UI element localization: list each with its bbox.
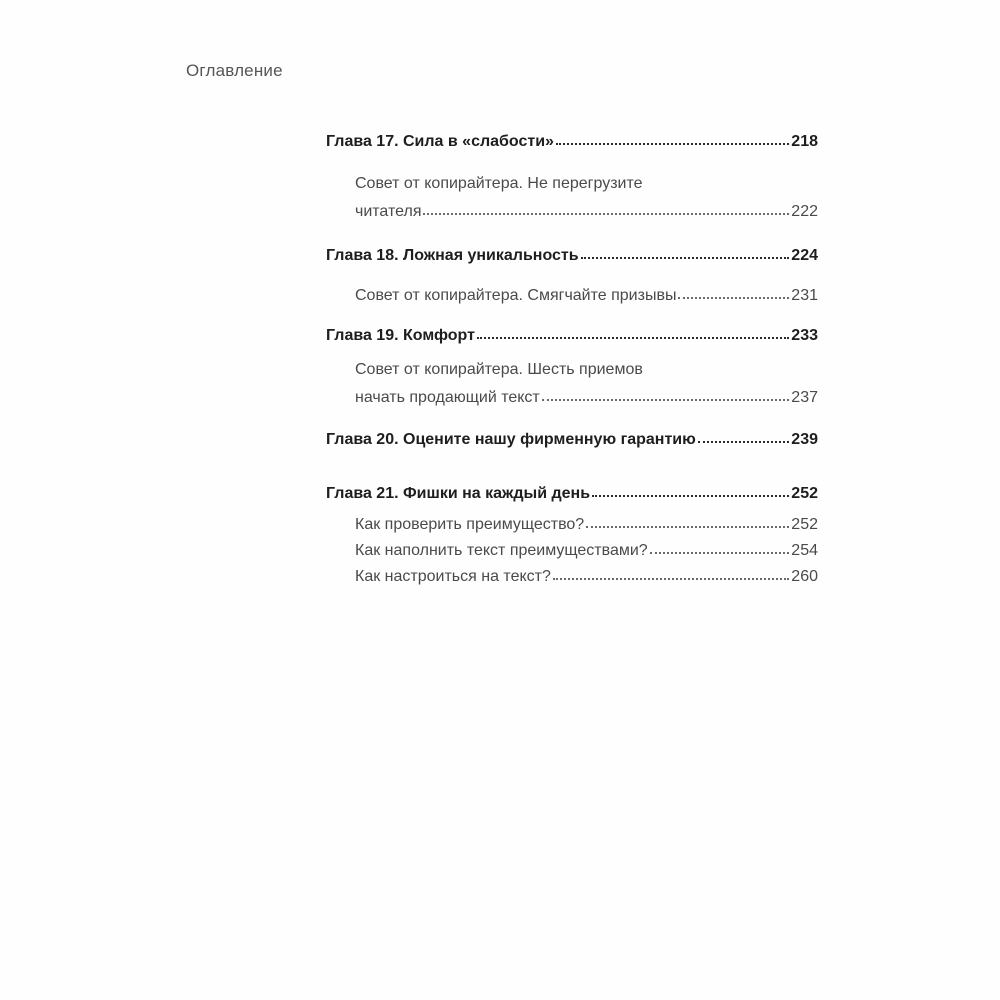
- toc-page-number: 224: [791, 247, 818, 264]
- toc-chapter-title: Глава 18. Ложная уникальность: [326, 247, 579, 264]
- toc-subentry-title: Как настроиться на текст?: [355, 568, 551, 585]
- toc-chapter-21: [326, 480, 818, 508]
- toc-subentry-line2: [355, 198, 818, 226]
- toc-page-number: 218: [791, 133, 818, 150]
- toc-subentry-title: Совет от копирайтера. Смягчайте призывы: [355, 287, 677, 304]
- dot-leader: [592, 492, 789, 497]
- toc-page-number: 260: [791, 568, 818, 585]
- toc-page-number: 237: [791, 389, 818, 406]
- toc-subentry-title-line2: читателя: [355, 203, 422, 220]
- dot-leader: [698, 438, 790, 443]
- toc-subentry-18-1: [326, 282, 818, 310]
- toc-chapter-19: [326, 322, 818, 350]
- dot-leader: [650, 549, 790, 554]
- toc-chapter-18: [326, 242, 818, 270]
- toc-subentry-17-1: [326, 170, 818, 226]
- toc-page-number: 222: [791, 203, 818, 220]
- toc-subentry-title-line1: Совет от копирайтера. Не перегрузите: [355, 175, 643, 192]
- toc-chapter-17: [326, 128, 818, 156]
- dot-leader: [553, 575, 789, 580]
- dot-leader: [477, 334, 789, 339]
- dot-leader: [423, 210, 789, 215]
- running-header: Оглавление: [186, 61, 283, 80]
- toc-subentry-line2: [355, 384, 818, 412]
- toc-chapter-20: [326, 426, 818, 454]
- toc-subentries-21: [326, 512, 818, 590]
- toc-subentry-21-1: [355, 512, 818, 538]
- toc-page-number: 231: [791, 287, 818, 304]
- toc-chapter-title: Глава 19. Комфорт: [326, 327, 475, 344]
- toc-page-number: 252: [791, 516, 818, 533]
- dot-leader: [586, 523, 789, 528]
- dot-leader: [556, 140, 789, 145]
- toc-subentry-title: Как наполнить текст преимуществами?: [355, 542, 648, 559]
- toc-subentry-title: Как проверить преимущество?: [355, 516, 585, 533]
- toc-subentry-line: [355, 282, 818, 310]
- toc-page-number: 233: [791, 327, 818, 344]
- toc-subentry-title-line1: Совет от копирайтера. Шесть приемов: [355, 361, 643, 378]
- toc-chapter-title: Глава 20. Оцените нашу фирменную гарантию: [326, 431, 696, 448]
- toc-subentry-21-3: [355, 564, 818, 590]
- dot-leader: [581, 254, 790, 259]
- toc-chapter-title: Глава 17. Сила в «слабости»: [326, 133, 554, 150]
- toc-subentry-19-1: [326, 356, 818, 412]
- dot-leader: [678, 294, 789, 299]
- toc-subentry-title-line2: начать продающий текст: [355, 389, 540, 406]
- toc-chapter-title: Глава 21. Фишки на каждый день: [326, 485, 591, 502]
- toc-page-number: 254: [791, 542, 818, 559]
- table-of-contents: [326, 128, 818, 590]
- toc-page-number: 252: [791, 485, 818, 502]
- toc-page-number: 239: [791, 431, 818, 448]
- toc-subentry-21-2: [355, 538, 818, 564]
- dot-leader: [542, 396, 790, 401]
